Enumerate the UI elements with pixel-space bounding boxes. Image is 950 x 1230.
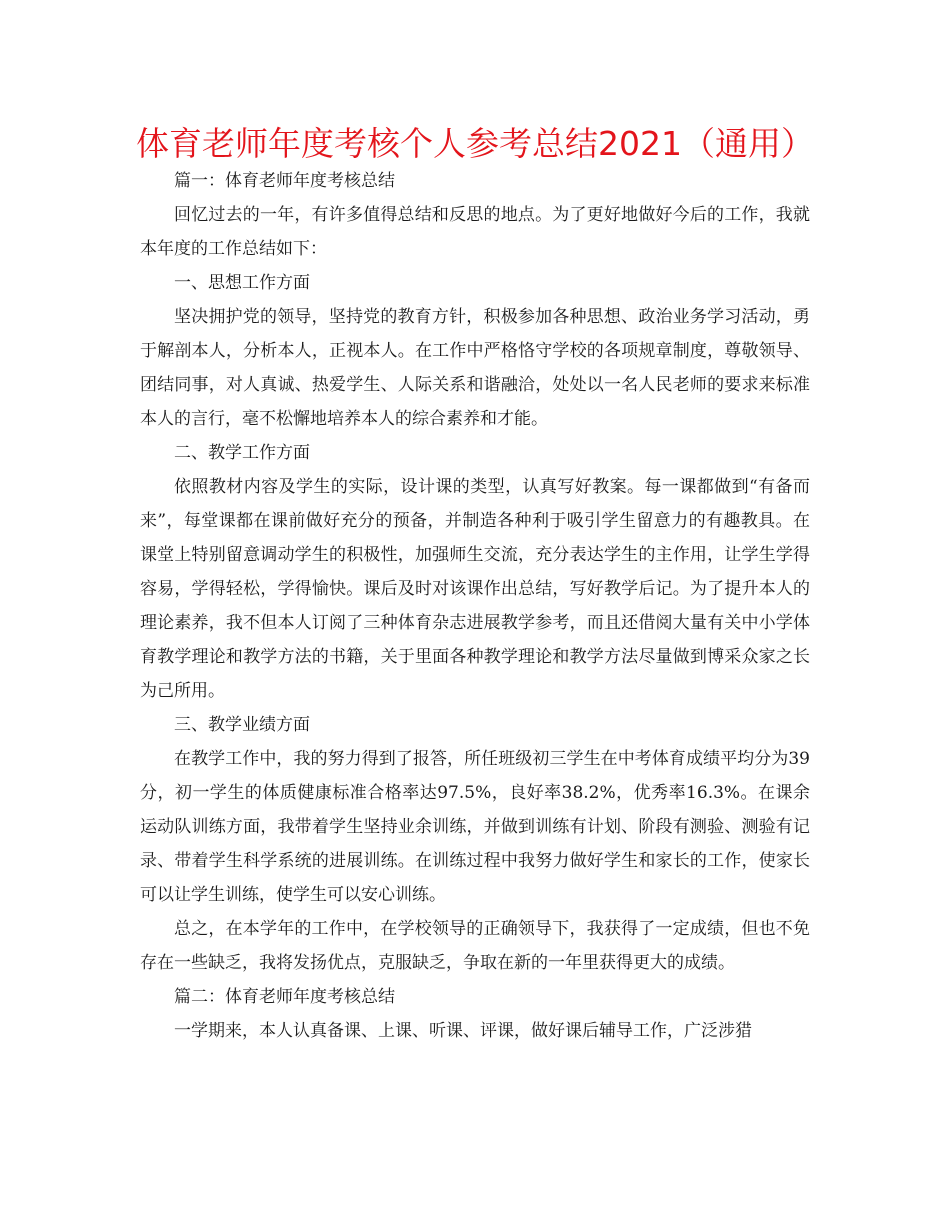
heading-ideology: 一、思想工作方面 bbox=[174, 273, 310, 293]
paragraph-teaching: 依照教材内容及学生的实际，设计课的类型，认真写好教案。每一课都做到“有备而来”，每堂课都在课前做好充分的预备，并制造各种利于吸引学生留意力的有趣教具。在课堂上特别留意调动学生的积极性，加强师生交流，充分表达学生的主作用，让学生学得容易，学得轻松，学得愉快。课后及时对该课作出总结，写好教学后记。为了提升本人的理论素养，我不但本人订阅了三种体育杂志进展教学参考，而且还借阅大量有关中小学体育教学理论和教学方法的书籍，关于里面各种教学理论和教学方法尽量做到博采众家之长为己所用。 bbox=[140, 477, 810, 701]
paragraph-ideology: 坚决拥护党的领导，坚持党的教育方针，积极参加各种思想、政治业务学习活动，勇于解剖本人，分析本人，正视本人。在工作中严格恪守学校的各项规章制度，尊敬领导、团结同事，对人真诚、热爱学生、人际关系和谐融洽，处处以一名人民老师的要求来标准本人的言行，毫不松懈地培养本人的综合素养和才能。 bbox=[140, 307, 810, 429]
paragraph-part-two: 一学期来，本人认真备课、上课、听课、评课，做好课后辅导工作，广泛涉猎 bbox=[174, 1021, 752, 1041]
document-body bbox=[140, 164, 810, 1048]
heading-teaching: 二、教学工作方面 bbox=[174, 443, 310, 463]
paragraph-achievements: 在教学工作中，我的努力得到了报答，所任班级初三学生在中考体育成绩平均分为39分，初一学生的体质健康标准合格率达97.5%，良好率38.2%，优秀率16.3%。在课余运动队训练方面，我带着学生坚持业余训练，并做到训练有计划、阶段有测验、测验有记录、带着学生科学系统的进展训练。在训练过程中我努力做好学生和家长的工作，使家长可以让学生训练，使学生可以安心训练。 bbox=[140, 749, 810, 905]
heading-part-two: 篇二：体育老师年度考核总结 bbox=[174, 987, 395, 1007]
heading-part-one: 篇一：体育老师年度考核总结 bbox=[174, 171, 395, 191]
document-title: 体育老师年度考核个人参考总结2021（通用） bbox=[136, 124, 814, 163]
paragraph-intro: 回忆过去的一年，有许多值得总结和反思的地点。为了更好地做好今后的工作，我就本年度的工作总结如下： bbox=[140, 205, 810, 259]
paragraph-conclusion: 总之，在本学年的工作中，在学校领导的正确领导下，我获得了一定成绩，但也不免存在一些缺乏，我将发扬优点，克服缺乏，争取在新的一年里获得更大的成绩。 bbox=[140, 919, 810, 973]
heading-achievements: 三、教学业绩方面 bbox=[174, 715, 310, 735]
